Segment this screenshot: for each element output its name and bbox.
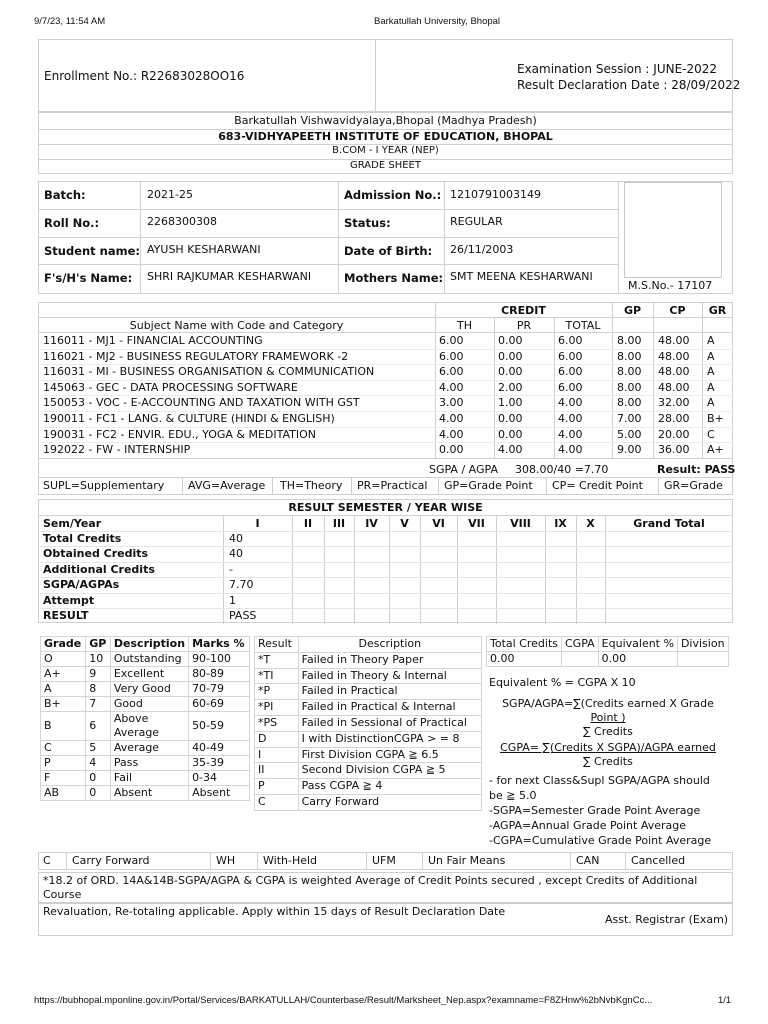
gp-header: GP bbox=[623, 304, 642, 317]
ms-number: M.S.No.- 17107 bbox=[628, 279, 713, 292]
grade-table-cell: 6 bbox=[86, 712, 111, 741]
subject-th-cell: 0.00 bbox=[439, 443, 464, 457]
admission-value: 1210791003149 bbox=[450, 188, 541, 201]
result-code-cell: *P bbox=[255, 684, 299, 700]
subject-cp-cell: 28.00 bbox=[658, 412, 690, 425]
semester-row-value: - bbox=[229, 562, 233, 576]
subject-gr-cell: A bbox=[707, 334, 715, 347]
subject-pr-cell: 0.00 bbox=[498, 349, 523, 363]
grade-table-header: Description bbox=[110, 637, 188, 652]
sgpa-formula-a: SGPA/AGPA=∑(Credits earned X Grade bbox=[502, 697, 714, 710]
student-name-value: AYUSH KESHARWANI bbox=[147, 243, 261, 256]
subject-name-cell: 116011 - MJ1 - FINANCIAL ACCOUNTING bbox=[43, 334, 263, 347]
semester-row-value: PASS bbox=[229, 609, 257, 622]
subject-total-cell: 6.00 bbox=[558, 380, 583, 394]
subject-gp-cell: 8.00 bbox=[617, 396, 642, 410]
grade-table-cell: Average bbox=[110, 741, 188, 756]
semester-row-value: 7.70 bbox=[229, 578, 254, 591]
subject-cp-cell: 32.00 bbox=[658, 396, 690, 410]
gr-header: GR bbox=[708, 304, 727, 317]
abbr-can: CAN bbox=[576, 854, 600, 867]
subject-th-cell: 6.00 bbox=[439, 349, 464, 363]
print-datetime: 9/7/23, 11:54 AM bbox=[34, 16, 106, 27]
subject-th-cell: 4.00 bbox=[439, 427, 464, 441]
result-code-header: Description bbox=[298, 637, 481, 653]
result-code-cell: I with DistinctionCGPA > = 8 bbox=[298, 731, 481, 747]
subject-gr-cell: A bbox=[707, 349, 715, 363]
grade-table-cell: 50-59 bbox=[189, 712, 250, 741]
subject-th-cell: 6.00 bbox=[439, 365, 464, 379]
subject-name-cell: 145063 - GEC - DATA PROCESSING SOFTWARE bbox=[43, 380, 298, 394]
note-cgpa: -CGPA=Cumulative Grade Point Average bbox=[489, 834, 712, 847]
subject-th-cell: 6.00 bbox=[439, 334, 464, 347]
institute-name: 683-VIDHYAPEETH INSTITUTE OF EDUCATION, BHOPAL bbox=[218, 130, 553, 143]
result-code-cell: Failed in Theory & Internal bbox=[298, 668, 481, 684]
revaluation-note: Revaluation, Re-totaling applicable. Apply within 15 days of Result Declaration Date bbox=[43, 905, 506, 918]
course-name: B.COM - I YEAR (NEP) bbox=[332, 145, 439, 156]
subject-gp-cell: 8.00 bbox=[617, 380, 642, 394]
grade-table-cell: Outstanding bbox=[110, 652, 188, 667]
subject-gp-cell: 8.00 bbox=[617, 365, 642, 379]
subject-pr-cell: 0.00 bbox=[498, 427, 523, 441]
note-next-class: - for next Class&Supl SGPA/AGPA should bbox=[489, 774, 710, 787]
result-code-cell: Second Division CGPA ≧ 5 bbox=[298, 763, 481, 779]
equivalent-formula: Equivalent % = CGPA X 10 bbox=[489, 676, 636, 689]
subject-gr-cell: A bbox=[707, 365, 715, 379]
subject-gp-cell: 8.00 bbox=[617, 349, 642, 363]
abbr-ufm: UFM bbox=[372, 854, 396, 867]
cgpa-head-cgpa: CGPA bbox=[562, 637, 599, 652]
semester-col-header: Grand Total bbox=[633, 517, 705, 530]
dob-value: 26/11/2003 bbox=[450, 243, 514, 256]
abbr-wh: WH bbox=[216, 854, 236, 867]
subject-total-cell: 6.00 bbox=[558, 334, 583, 347]
father-name-value: SHRI RAJKUMAR KESHARWANI bbox=[147, 270, 312, 283]
ord-note: *18.2 of ORD. 14A&14B-SGPA/AGPA & CGPA is weighted Average of Credit Points secured , except Credits of Additional Course bbox=[43, 874, 698, 901]
semester-col-header: Sem/Year bbox=[43, 517, 102, 530]
cgpa-total-credits: 0.00 bbox=[487, 652, 562, 667]
semester-col-header: VI bbox=[432, 517, 445, 530]
sheet-title: GRADE SHEET bbox=[350, 160, 421, 171]
grade-table-cell: 4 bbox=[86, 756, 111, 771]
total-header: TOTAL bbox=[565, 319, 601, 332]
semester-col-header: I bbox=[255, 517, 260, 530]
grade-table-header: GP bbox=[86, 637, 111, 652]
print-url[interactable]: https://bubhopal.mponline.gov.in/Portal/Services/BARKATULLAH/Counterbase/Result/Marksheet_Nep.aspx?examname=F8ZHnw%2bNvbKgnCc... bbox=[34, 995, 653, 1006]
abbr-can-desc: Cancelled bbox=[631, 854, 686, 867]
semester-col-header: III bbox=[332, 517, 346, 530]
subject-th-cell: 4.00 bbox=[439, 380, 464, 394]
subject-gp-cell: 7.00 bbox=[617, 412, 642, 425]
print-page-title: Barkatullah University, Bhopal bbox=[374, 16, 501, 27]
sgpa-formula-denominator: ∑ Credits bbox=[583, 725, 633, 738]
subject-name-cell: 116021 - MJ2 - BUSINESS REGULATORY FRAMEWORK -2 bbox=[43, 349, 349, 363]
grade-table-cell: C bbox=[41, 741, 86, 756]
grade-table-cell: Fail bbox=[110, 771, 188, 786]
enrollment-number: Enrollment No.: R22683028OO16 bbox=[44, 69, 245, 83]
grade-table-cell: Pass bbox=[110, 756, 188, 771]
subject-total-cell: 4.00 bbox=[558, 427, 583, 441]
university-name: Barkatullah Vishwavidyalaya,Bhopal (Madhya Pradesh) bbox=[234, 114, 537, 127]
result-code-cell: *PS bbox=[255, 715, 299, 731]
semester-col-header: VIII bbox=[510, 517, 531, 530]
semester-row-value: 40 bbox=[229, 531, 243, 545]
subject-name-cell: 190031 - FC2 - ENVIR. EDU., YOGA & MEDITATION bbox=[43, 427, 317, 441]
cgpa-head-division: Division bbox=[677, 637, 728, 652]
grade-table-cell: 40-49 bbox=[189, 741, 250, 756]
grade-table-cell: 10 bbox=[86, 652, 111, 667]
subject-cp-cell: 48.00 bbox=[658, 380, 690, 394]
abbr-wh-desc: With-Held bbox=[263, 854, 318, 867]
subject-cp-cell: 48.00 bbox=[658, 365, 690, 379]
print-page-number: 1/1 bbox=[718, 995, 732, 1006]
semester-col-header: IX bbox=[554, 517, 567, 530]
subject-total-cell: 4.00 bbox=[558, 443, 583, 457]
pr-header: PR bbox=[516, 319, 532, 332]
status-label: Status: bbox=[344, 216, 391, 230]
subject-pr-cell: 0.00 bbox=[498, 365, 523, 379]
registrar-signature-label: Asst. Registrar (Exam) bbox=[605, 913, 729, 926]
result-code-cell: Carry Forward bbox=[298, 794, 481, 810]
grade-table-cell: Good bbox=[110, 697, 188, 712]
result-code-cell: Failed in Theory Paper bbox=[298, 652, 481, 668]
legend-th: TH=Theory bbox=[280, 479, 343, 492]
roll-label: Roll No.: bbox=[44, 216, 100, 230]
subject-cp-cell: 20.00 bbox=[658, 427, 690, 441]
subject-total-cell: 4.00 bbox=[558, 412, 583, 425]
subject-header: Subject Name with Code and Category bbox=[129, 319, 344, 332]
grade-table-cell: Excellent bbox=[110, 667, 188, 682]
sgpa-value: 308.00/40 =7.70 bbox=[515, 463, 609, 476]
result-code-cell: Failed in Sessional of Practical bbox=[298, 715, 481, 731]
legend-avg: AVG=Average bbox=[188, 479, 266, 492]
result-declaration-date: Result Declaration Date : 28/09/2022 bbox=[517, 78, 741, 92]
semester-row-label: Additional Credits bbox=[43, 562, 155, 576]
cgpa-equivalent: 0.00 bbox=[598, 652, 677, 667]
grade-table-cell: 60-69 bbox=[189, 697, 250, 712]
subject-gp-cell: 8.00 bbox=[617, 334, 642, 347]
th-header: TH bbox=[457, 319, 472, 332]
subject-total-cell: 6.00 bbox=[558, 349, 583, 363]
result-code-cell: C bbox=[255, 794, 299, 810]
subject-gr-cell: A+ bbox=[707, 443, 724, 457]
subject-gp-cell: 5.00 bbox=[617, 427, 642, 441]
semester-row-label: Obtained Credits bbox=[43, 547, 149, 560]
legend-supl: SUPL=Supplementary bbox=[43, 479, 165, 492]
subject-gp-cell: 9.00 bbox=[617, 443, 642, 457]
subject-cp-cell: 48.00 bbox=[658, 334, 690, 347]
legend-pr: PR=Practical bbox=[357, 479, 428, 492]
result-code-header: Result bbox=[255, 637, 299, 653]
semester-col-header: X bbox=[586, 517, 595, 530]
grade-table-cell: O bbox=[41, 652, 86, 667]
cgpa-value bbox=[562, 652, 599, 667]
overall-result: Result: PASS bbox=[657, 463, 736, 476]
grade-table-cell: A+ bbox=[41, 667, 86, 682]
abbr-c-desc: Carry Forward bbox=[72, 854, 150, 867]
grade-table-cell: 7 bbox=[86, 697, 111, 712]
subject-total-cell: 4.00 bbox=[558, 396, 583, 410]
semester-col-header: VII bbox=[468, 517, 485, 530]
grade-table-cell: 0 bbox=[86, 786, 111, 801]
cp-header: CP bbox=[669, 304, 686, 317]
semester-row-label: Attempt bbox=[43, 593, 95, 607]
note-agpa: -AGPA=Annual Grade Point Average bbox=[489, 819, 687, 832]
semester-col-header: II bbox=[303, 517, 313, 530]
semester-row-label: Total Credits bbox=[43, 531, 122, 545]
subject-pr-cell: 0.00 bbox=[498, 334, 523, 347]
cgpa-formula: CGPA= ∑(Credits X SGPA)/AGPA earned bbox=[500, 741, 716, 754]
cgpa-division bbox=[677, 652, 728, 667]
grade-table bbox=[40, 636, 250, 801]
subject-name-cell: 190011 - FC1 - LANG. & CULTURE (HINDI & ENGLISH) bbox=[43, 412, 335, 425]
result-code-table bbox=[254, 636, 482, 811]
result-code-cell: Failed in Practical bbox=[298, 684, 481, 700]
result-code-cell: Failed in Practical & Internal bbox=[298, 700, 481, 716]
legend-cp: CP= Credit Point bbox=[552, 479, 643, 492]
subject-name-cell: 192022 - FW - INTERNSHIP bbox=[43, 443, 191, 457]
admission-label: Admission No.: bbox=[344, 188, 442, 202]
subject-name-cell: 150053 - VOC - E-ACCOUNTING AND TAXATION WITH GST bbox=[43, 396, 360, 410]
subject-th-cell: 4.00 bbox=[439, 412, 464, 425]
grade-table-cell: 70-79 bbox=[189, 682, 250, 697]
subject-cp-cell: 48.00 bbox=[658, 349, 690, 363]
abbr-ufm-desc: Un Fair Means bbox=[428, 854, 506, 867]
mother-name-value: SMT MEENA KESHARWANI bbox=[450, 270, 593, 283]
result-code-cell: Pass CGPA ≧ 4 bbox=[298, 779, 481, 795]
grade-table-cell: 80-89 bbox=[189, 667, 250, 682]
result-code-cell: *PI bbox=[255, 700, 299, 716]
grade-table-cell: AB bbox=[41, 786, 86, 801]
subject-gr-cell: A bbox=[707, 396, 715, 410]
grade-table-cell: 5 bbox=[86, 741, 111, 756]
grade-table-cell: Absent bbox=[110, 786, 188, 801]
sgpa-label: SGPA / AGPA bbox=[429, 463, 498, 476]
semester-row-value: 1 bbox=[229, 593, 236, 607]
grade-table-header: Marks % bbox=[189, 637, 250, 652]
legend-gr: GR=Grade bbox=[664, 479, 723, 492]
grade-table-cell: Above Average bbox=[110, 712, 188, 741]
grade-table-cell: B+ bbox=[41, 697, 86, 712]
note-sgpa: -SGPA=Semester Grade Point Average bbox=[489, 804, 701, 817]
semester-row-value: 40 bbox=[229, 547, 243, 560]
grade-table-cell: A bbox=[41, 682, 86, 697]
exam-session: Examination Session : JUNE-2022 bbox=[517, 62, 718, 76]
grade-table-cell: B bbox=[41, 712, 86, 741]
grade-table-cell: Very Good bbox=[110, 682, 188, 697]
batch-value: 2021-25 bbox=[147, 188, 193, 201]
grade-table-cell: 8 bbox=[86, 682, 111, 697]
subject-gr-cell: A bbox=[707, 380, 715, 394]
legend-gp: GP=Grade Point bbox=[444, 479, 533, 492]
cgpa-head-total-credits: Total Credits bbox=[487, 637, 562, 652]
mother-name-label: Mothers Name: bbox=[344, 271, 444, 285]
grade-table-cell: P bbox=[41, 756, 86, 771]
subject-th-cell: 3.00 bbox=[439, 396, 464, 410]
photo-placeholder bbox=[624, 182, 722, 278]
result-code-cell: I bbox=[255, 747, 299, 763]
subject-total-cell: 6.00 bbox=[558, 365, 583, 379]
result-code-cell: First Division CGPA ≧ 6.5 bbox=[298, 747, 481, 763]
subject-gr-cell: B+ bbox=[707, 412, 724, 425]
father-name-label: F's/H's Name: bbox=[44, 271, 133, 285]
subject-gr-cell: C bbox=[707, 427, 715, 441]
result-code-cell: *TI bbox=[255, 668, 299, 684]
cgpa-formula-denominator: ∑ Credits bbox=[583, 755, 633, 768]
subject-pr-cell: 2.00 bbox=[498, 380, 523, 394]
grade-table-header: Grade bbox=[41, 637, 86, 652]
grade-table-cell: 0-34 bbox=[189, 771, 250, 786]
result-code-cell: II bbox=[255, 763, 299, 779]
roll-value: 2268300308 bbox=[147, 215, 217, 228]
semester-col-header: V bbox=[400, 517, 409, 530]
result-code-cell: D bbox=[255, 731, 299, 747]
semester-row-label: SGPA/AGPAs bbox=[43, 578, 120, 591]
subject-cp-cell: 36.00 bbox=[658, 443, 690, 457]
subject-pr-cell: 4.00 bbox=[498, 443, 523, 457]
abbr-c: C bbox=[43, 854, 51, 867]
grade-table-cell: F bbox=[41, 771, 86, 786]
grade-table-cell: 9 bbox=[86, 667, 111, 682]
semester-row-label: RESULT bbox=[43, 609, 89, 622]
grade-table-cell: 0 bbox=[86, 771, 111, 786]
note-threshold: be ≧ 5.0 bbox=[489, 789, 537, 802]
grade-table-cell: Absent bbox=[189, 786, 250, 801]
subject-name-cell: 116031 - MI - BUSINESS ORGANISATION & COMMUNICATION bbox=[43, 365, 375, 379]
batch-label: Batch: bbox=[44, 188, 86, 202]
semester-title: RESULT SEMESTER / YEAR WISE bbox=[288, 501, 483, 514]
grade-table-cell: 35-39 bbox=[189, 756, 250, 771]
cgpa-head-equivalent: Equivalent % bbox=[598, 637, 677, 652]
subject-pr-cell: 0.00 bbox=[498, 412, 523, 425]
student-name-label: Student name: bbox=[44, 244, 141, 258]
dob-label: Date of Birth: bbox=[344, 244, 433, 258]
sgpa-formula-b: Point ) bbox=[590, 711, 626, 724]
subject-pr-cell: 1.00 bbox=[498, 396, 523, 410]
credit-header: CREDIT bbox=[501, 304, 546, 317]
result-code-cell: P bbox=[255, 779, 299, 795]
semester-col-header: IV bbox=[365, 517, 378, 530]
status-value: REGULAR bbox=[450, 215, 503, 228]
result-code-cell: *T bbox=[255, 652, 299, 668]
grade-table-cell: 90-100 bbox=[189, 652, 250, 667]
cgpa-table bbox=[486, 636, 729, 667]
